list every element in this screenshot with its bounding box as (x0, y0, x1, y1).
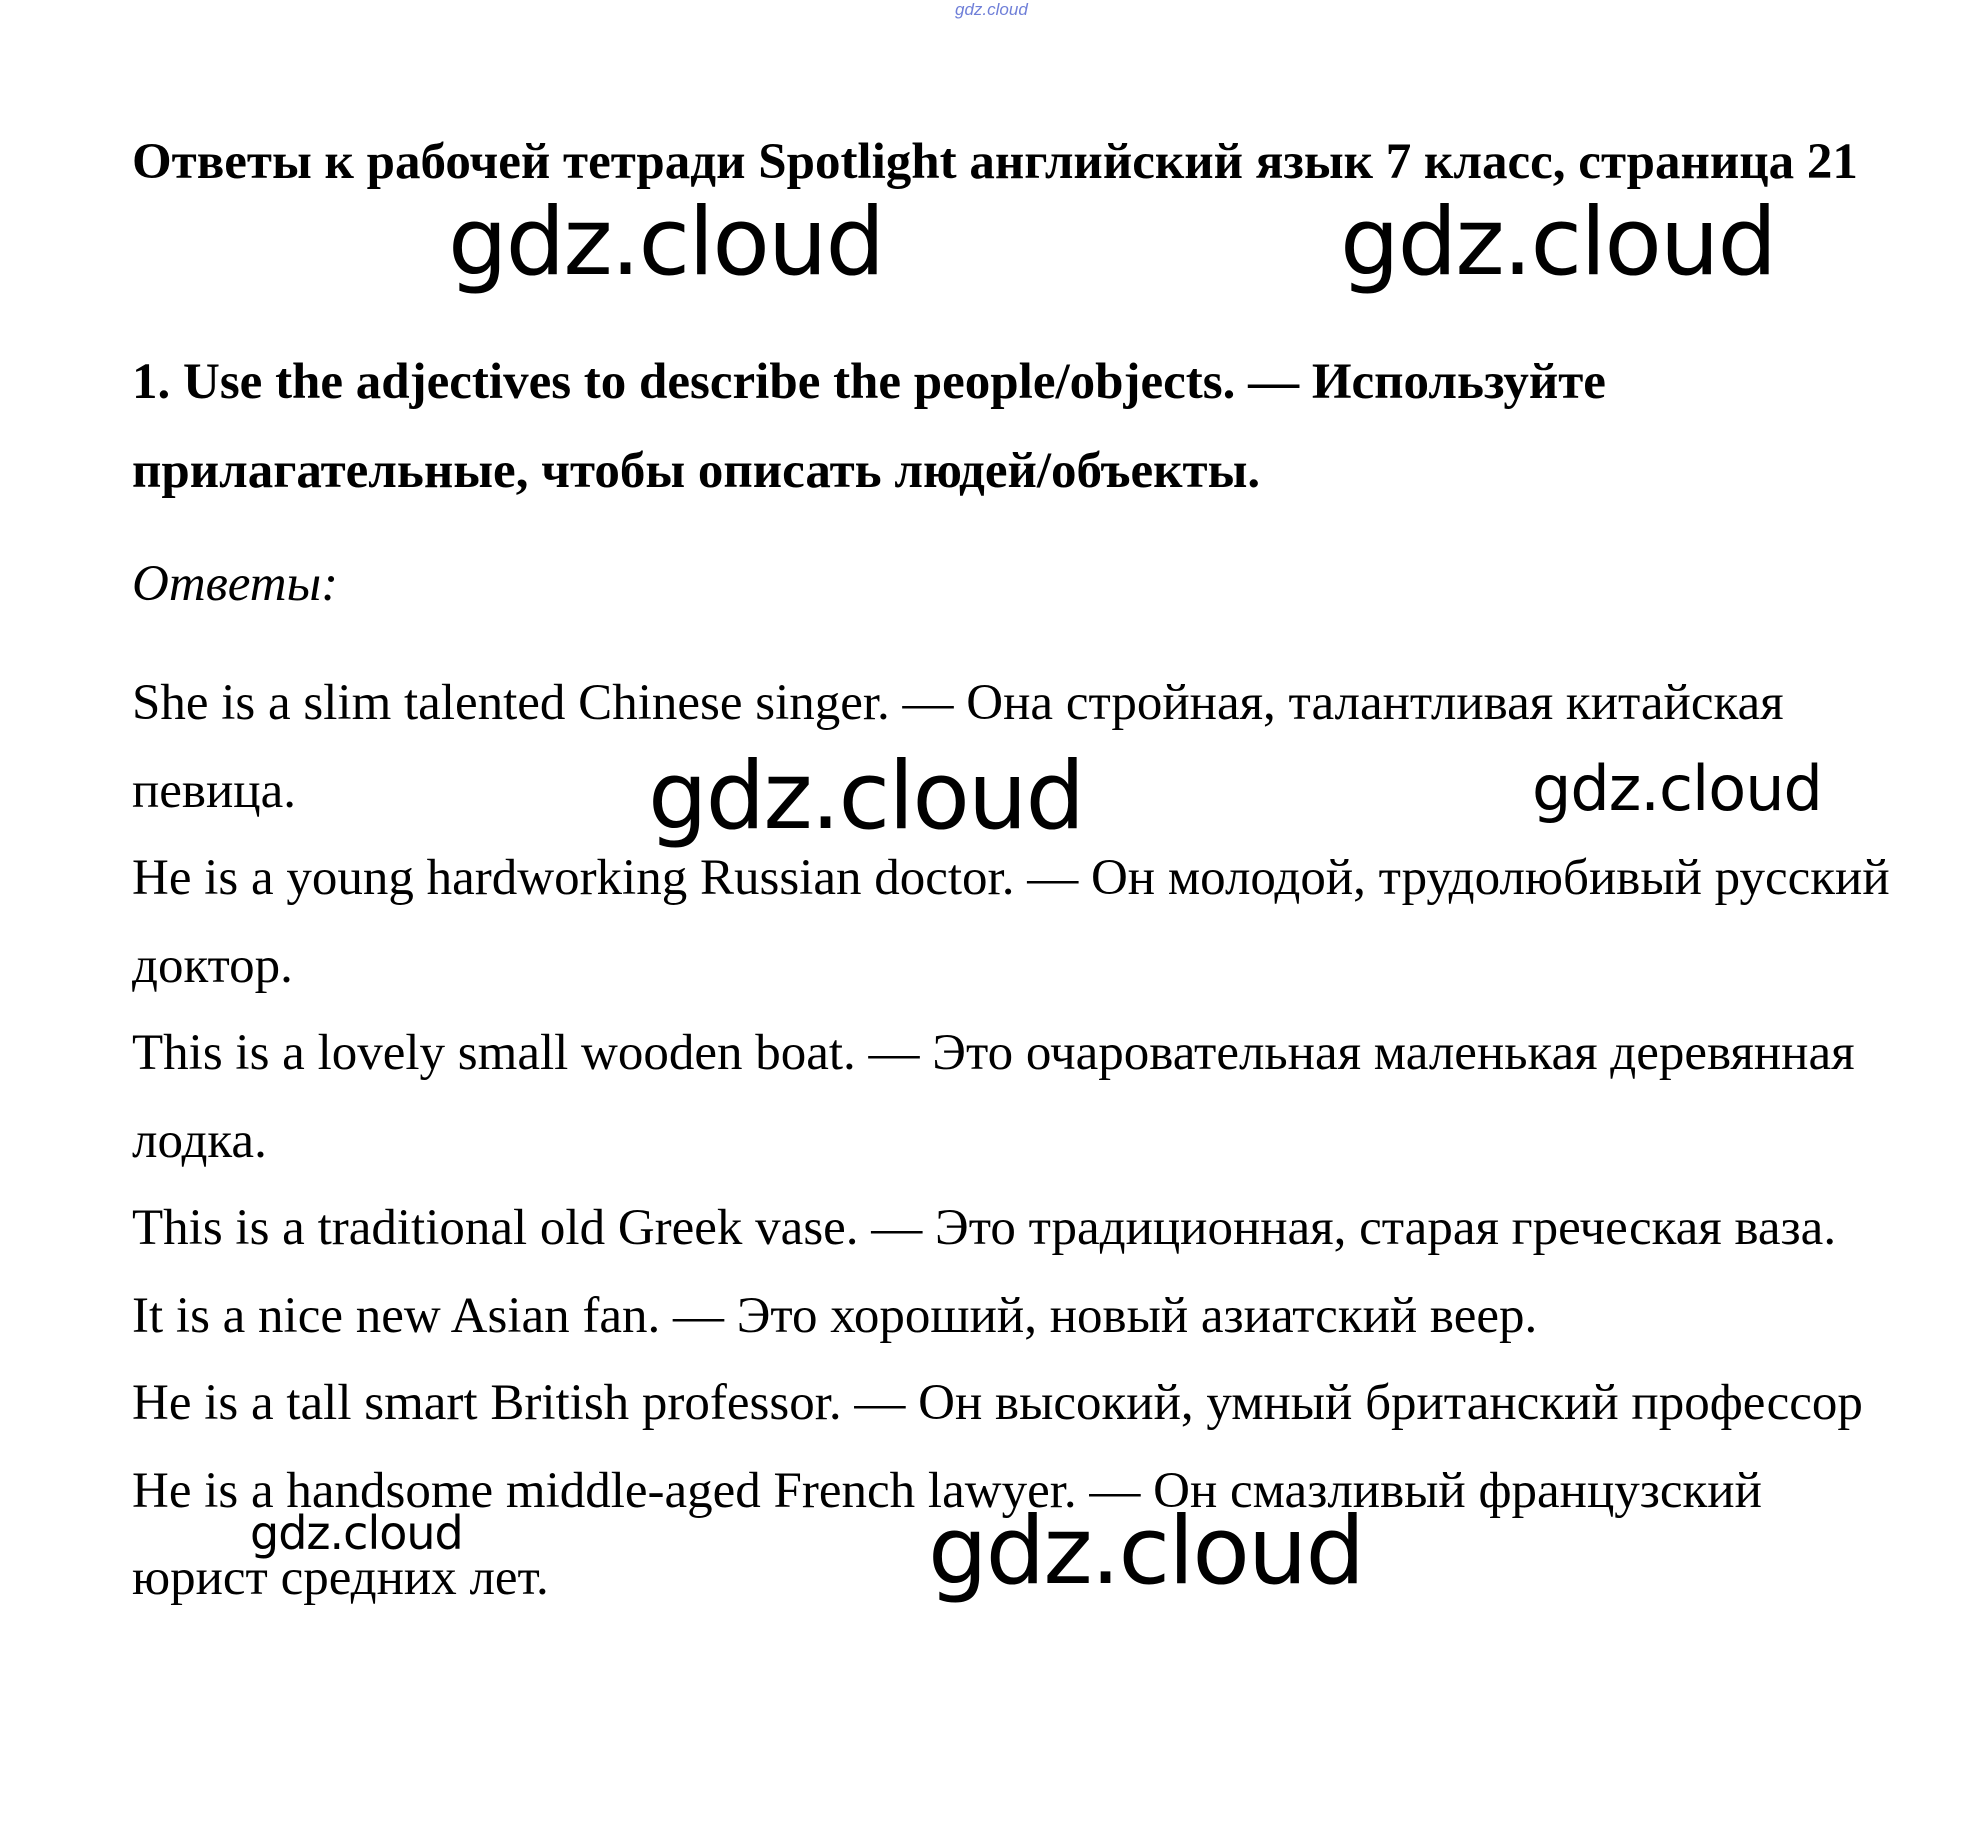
answer-item: She is a slim talented Chinese singer. — Она стройная, талантливая китайская певица. (132, 675, 1784, 819)
answer-item: This is a traditional old Greek vase. — Это традиционная, старая греческая ваза. (132, 1200, 1837, 1256)
task-heading: 1. Use the adjectives to describe the people/objects. — Используйте прилагательные, чтобы описать людей/объекты. (132, 354, 1606, 499)
answer-item: This is a lovely small wooden boat. — Это очаровательная маленькая деревянная лодка. (132, 1025, 1855, 1169)
answer-item: It is a nice new Asian fan. — Это хороший, новый азиатский веер. (132, 1287, 1538, 1344)
watermark: gdz.cloud (1532, 752, 1822, 825)
watermark: gdz.cloud (1340, 188, 1776, 297)
page-title: Ответы к рабочей тетради Spotlight английский язык 7 класс, страница 21 (132, 134, 1858, 190)
watermark: gdz.cloud (448, 188, 884, 297)
top-watermark-text: gdz.cloud (955, 0, 1028, 19)
answers-label: Ответы: (132, 556, 339, 612)
answer-item: He is a handsome middle-aged French lawyer. — Он смазливый французский юрист средних лет. (132, 1462, 1762, 1606)
watermark: gdz.cloud (648, 742, 1084, 851)
answer-item: He is a tall smart British professor. — Он высокий, умный британский профессор (132, 1375, 1863, 1431)
answer-item: He is a young hardworking Russian doctor. — Он молодой, трудолюбивый русский доктор. (132, 850, 1890, 994)
watermark: gdz.cloud (928, 1497, 1364, 1606)
watermark: gdz.cloud (250, 1506, 463, 1560)
